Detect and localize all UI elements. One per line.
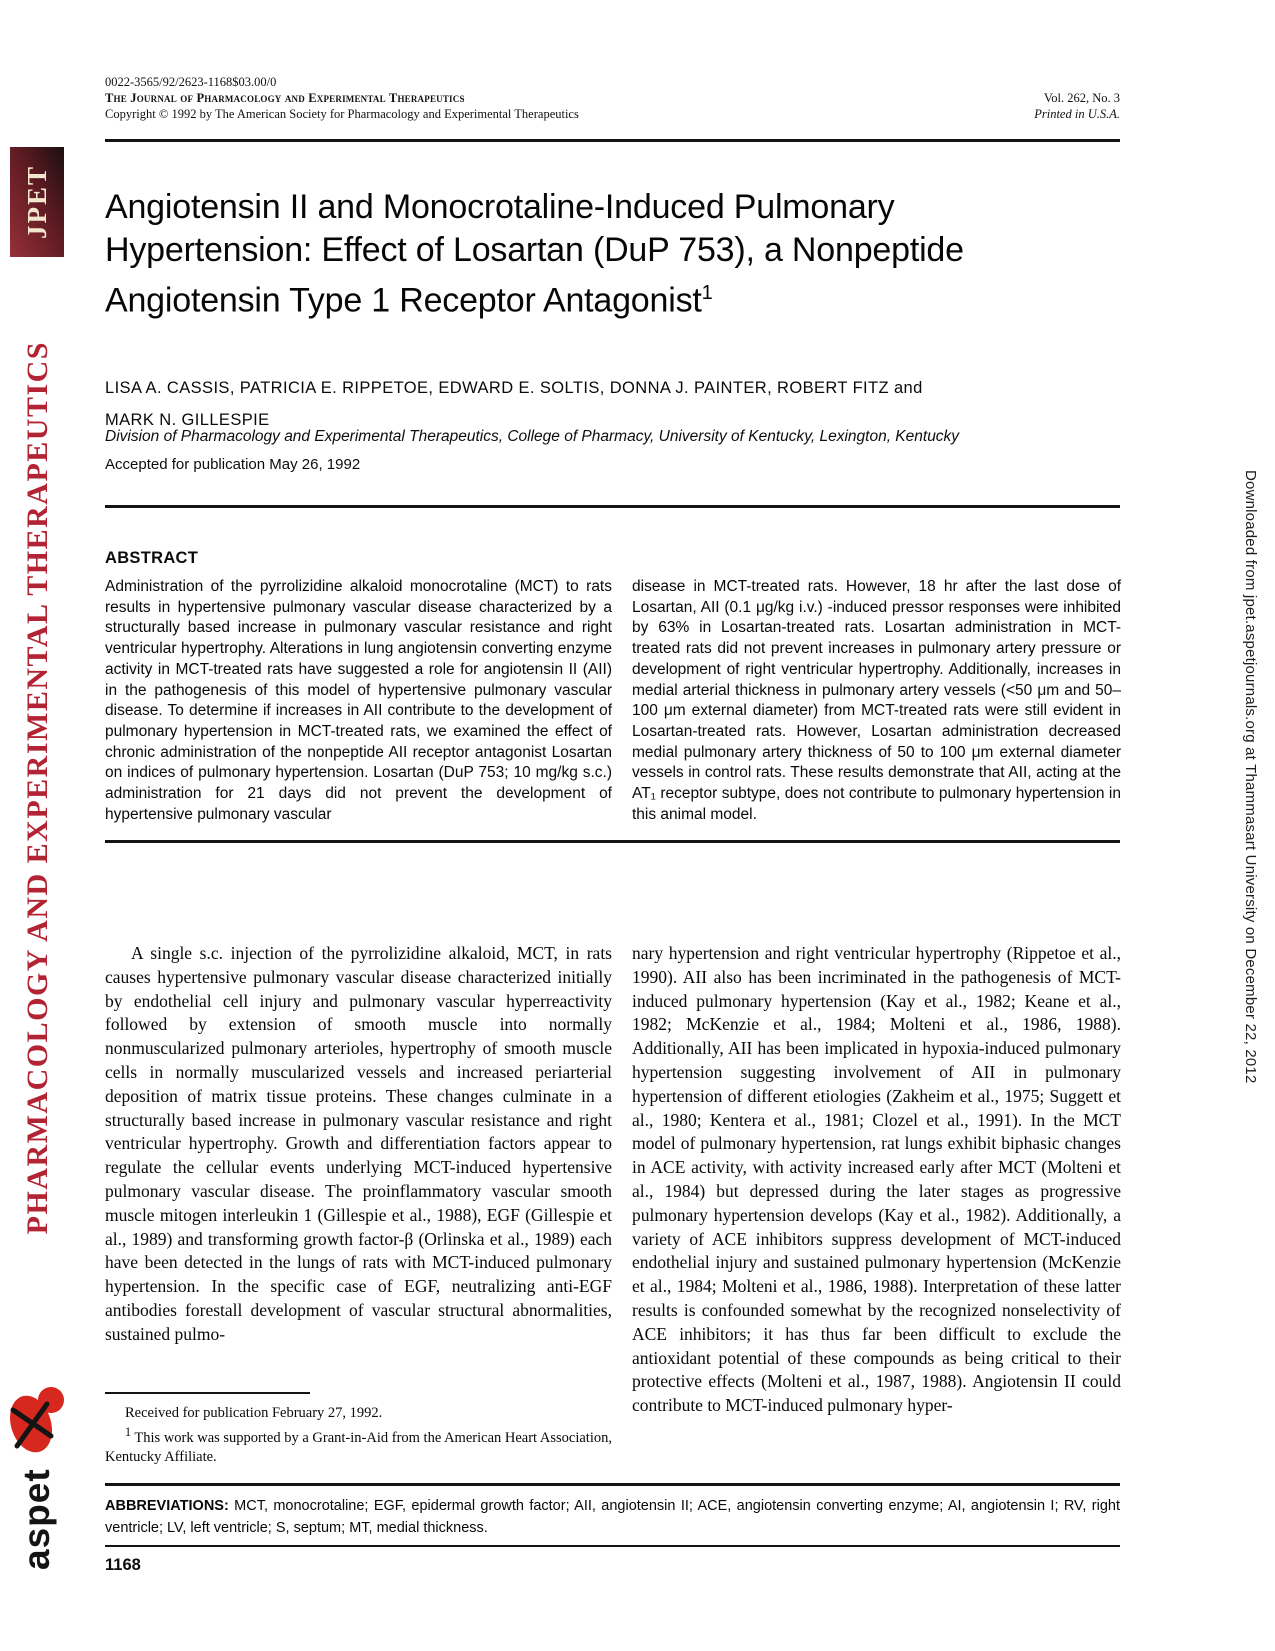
issn-line: 0022-3565/92/2623-1168$03.00/0 [105,75,277,89]
abstract-left-column: Administration of the pyrrolizidine alkaloid monocrotaline (MCT) to rats results in hypertensive pulmonary vascular disease characterized by a structurally based increase in pulmonary vascular resistance and right ventricular hypertrophy. Alterations in lung angiotensin converting enzyme activity in MCT-treated rats have suggested a role for angiotensin II (AII) in the pathogenesis of this model of hypertensive pulmonary vascular disease. To determine if increases in AII contribute to the development of pulmonary hypertension in MCT-treated rats, we examined the effect of chronic administration of the nonpeptide AII receptor antagonist Losartan on indices of pulmonary hypertension. Losartan (DuP 753; 10 mg/kg s.c.) administration for 21 days did not prevent the development of hypertensive pulmonary vascular [105,578,612,823]
abstract-heading: ABSTRACT [105,549,199,567]
journal-header [105,74,865,122]
copyright-line: Copyright © 1992 by The American Society for Pharmacology and Experimental Therapeutics [105,107,579,121]
abbreviations-rule-bottom [105,1545,1120,1547]
article-title: Angiotensin II and Monocrotaline-Induced Pulmonary Hypertension: Effect of Losartan (DuP 753), a Nonpeptide Angiotensin Type 1 Receptor Antagonist$^1$ [105,188,964,320]
title-rule [105,505,1120,508]
vertical-journal-name: PHARMACOLOGY AND EXPERIMENTAL THERAPEUTICS [21,341,54,1235]
abbreviations-label: ABBREVIATIONS: [105,1498,229,1514]
abbreviations-text: MCT, monocrotaline; EGF, epidermal growth factor; AII, angiotensin II; ACE, angiotensin converting enzyme; AI, angiotensin I; RV, right ventricle; LV, left ventricle; S, septum; MT, medial thickness. [105,1498,1120,1536]
author-list: LISA A. CASSIS, PATRICIA E. RIPPETOE, EDWARD E. SOLTIS, DONNA J. PAINTER, ROBERT FITZ and MARK N. GILLESPIE [105,379,923,429]
footnotes [105,1404,612,1467]
footnote-rule [105,1392,310,1394]
footnote-marker: 1 [125,1425,132,1439]
title-footnote-marker: 1 [701,282,713,304]
body-left-column: A single s.c. injection of the pyrrolizidine alkaloid, MCT, in rats causes hypertensive pulmonary vascular disease characterized initially by endothelial cell injury and pulmonary vascular hyperreactivity followed by extension of smooth muscle into normally nonmuscularized pulmonary arterioles, hypertrophy of smooth muscle cells in normally muscularized vessels and increased periarterial deposition of matrix tissue proteins. These changes culminate in a structurally based increase in pulmonary vascular resistance and right ventricular hypertrophy. Growth and differentiation factors appear to regulate the cellular events underlying MCT-induced hypertensive pulmonary vascular disease. The proinflammatory vascular smooth muscle mitogen interleukin 1 (Gillespie et al., 1988), EGF (Gillespie et al., 1989) and transforming growth factor-β (Orlinska et al., 1989) each have been detected in the lungs of rats with MCT-induced pulmonary hypertension. In the specific case of EGF, neutralizing anti-EGF antibodies forestall development of vascular structural abnormalities, sustained pulmo- [105,943,612,1344]
journal-name: The Journal of Pharmacology and Experimental Therapeutics [105,91,465,105]
support-note: $^1$ This work was supported by a Grant-in-Aid from the American Heart Association, Kentucky Affiliate. [105,1425,612,1465]
abstract-right-column: disease in MCT-treated rats. However, 18 hr after the last dose of Losartan, AII (0.1 μg/kg i.v.) -induced pressor responses were inhibited by 63% in Losartan-treated rats. Losartan administration in MCT-treated rats did not prevent increases in pulmonary artery pressure or development of right ventricular hypertrophy. Additionally, increases in medial arterial thickness in pulmonary artery vessels (<50 μm and 50–100 μm external diameter) from MCT-treated rats were still evident in Losartan-treated rats. However, Losartan administration decreased medial pulmonary artery thickness of 50 to 100 μm external diameter vessels in control rats. These results demonstrate that AII, acting at the AT₁ receptor subtype, does not contribute to pulmonary hypertension in this animal model. [632,578,1121,823]
abbreviations [105,1496,1120,1539]
aspet-figure-icon [7,1372,67,1464]
jpet-logo [10,147,64,257]
abbreviations-rule-top [105,1483,1120,1486]
printed-line: Printed in U.S.A. [1034,107,1120,121]
accepted-date: Accepted for publication May 26, 1992 [105,456,361,473]
aspet-logo-text: aspet [16,1468,57,1570]
download-notice: Downloaded from jpet.aspetjournals.org at Thammasart University on December 22, 2012 [1242,470,1259,1084]
abstract-rule [105,840,1120,843]
affiliation: Division of Pharmacology and Experimental Therapeutics, College of Pharmacy, University of Kentucky, Lexington, Kentucky [105,428,960,445]
volume-line: Vol. 262, No. 3 [1043,91,1120,105]
body-right-column: nary hypertension and right ventricular hypertrophy (Rippetoe et al., 1990). AII also has been incriminated in the pathogenesis of MCT-induced pulmonary hypertension (Kay et al., 1982; Keane et al., 1982; McKenzie et al., 1984; Molteni et al., 1986, 1988). Additionally, AII has been implicated in hypoxia-induced pulmonary hypertension suggesting involvement of AII in pulmonary hypertension of different etiologies (Zakheim et al., 1975; Suggett et al., 1980; Kentera et al., 1981; Clozel et al., 1991). In the MCT model of pulmonary hypertension, rat lungs exhibit biphasic changes in ACE activity, with activity increased early after MCT (Molteni et al., 1984) but depressed during the later stages as progressive pulmonary hypertension develops (Kay et al., 1982). Additionally, a variety of ACE inhibitors suppress development of MCT-induced endothelial injury and sustained pulmonary hypertension (McKenzie et al., 1984; Molteni et al., 1986, 1988). Interpretation of these latter results is confounded somewhat by the recognized nonselectivity of ACE inhibitors; it has thus far been difficult to exclude the antioxidant potential of these compounds as being critical to their protective effects (Molteni et al., 1987, 1988). Angiotensin II could contribute to MCT-induced pulmonary hyper- [632,943,1121,1416]
aspet-logo [6,1320,68,1570]
volume-block [1034,90,1120,122]
received-note: Received for publication February 27, 1992. [125,1405,383,1421]
header-rule [105,139,1120,142]
jpet-logo-text: JPET [21,164,52,239]
page-number: 1168 [105,1556,141,1574]
